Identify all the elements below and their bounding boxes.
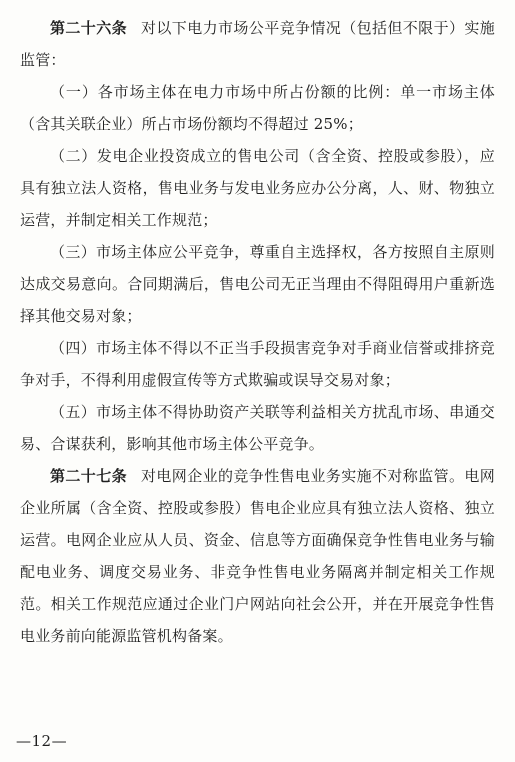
item-3-text: （三）市场主体应公平竞争，尊重自主选择权，各方按照自主原则达成交易意向。合同期满后，售电公司无正当理由不得阻碍用户重新选择其他交易对象； <box>20 243 495 325</box>
page-number: —12— <box>16 732 68 750</box>
article-26-item-1 <box>20 76 495 140</box>
article-26-item-3 <box>20 236 495 332</box>
document-body <box>20 12 495 652</box>
item-2-text: （二）发电企业投资成立的售电公司（含全资、控股或参股），应具有独立法人资格，售电业务与发电业务应办公分离，人、财、物独立运营，并制定相关工作规范； <box>20 147 495 229</box>
article-27-text: 对电网企业的竞争性售电业务实施不对称监管。电网企业所属（含全资、控股或参股）售电企业应具有独立法人资格、独立运营。电网企业应从人员、资金、信息等方面确保竞争性售电业务与输配电业务、调度交易业务、非竞争性售电业务隔离并制定相关工作规范。相关工作规范应通过企业门户网站向社会公开，并在开展竞争性售电业务前向能源监管机构备案。 <box>20 467 495 645</box>
article-26-item-4 <box>20 332 495 396</box>
article-26-intro <box>20 12 495 76</box>
article-27 <box>20 460 495 652</box>
item-4-text: （四）市场主体不得以不正当手段损害竞争对手商业信誉或排挤竞争对手，不得利用虚假宣传等方式欺骗或误导交易对象； <box>20 339 495 389</box>
item-5-text: （五）市场主体不得协助资产关联等利益相关方扰乱市场、串通交易、合谋获利，影响其他市场主体公平竞争。 <box>20 403 495 453</box>
article-27-heading: 第二十七条 <box>50 467 127 485</box>
article-26-heading: 第二十六条 <box>50 19 127 37</box>
article-26-item-5 <box>20 396 495 460</box>
article-26-item-2 <box>20 140 495 236</box>
article-26-text: 对以下电力市场公平竞争情况（包括但不限于）实施监管： <box>20 19 495 69</box>
item-1-text: （一）各市场主体在电力市场中所占份额的比例：单一市场主体（含其关联企业）所占市场份额均不得超过 25%； <box>20 83 495 133</box>
